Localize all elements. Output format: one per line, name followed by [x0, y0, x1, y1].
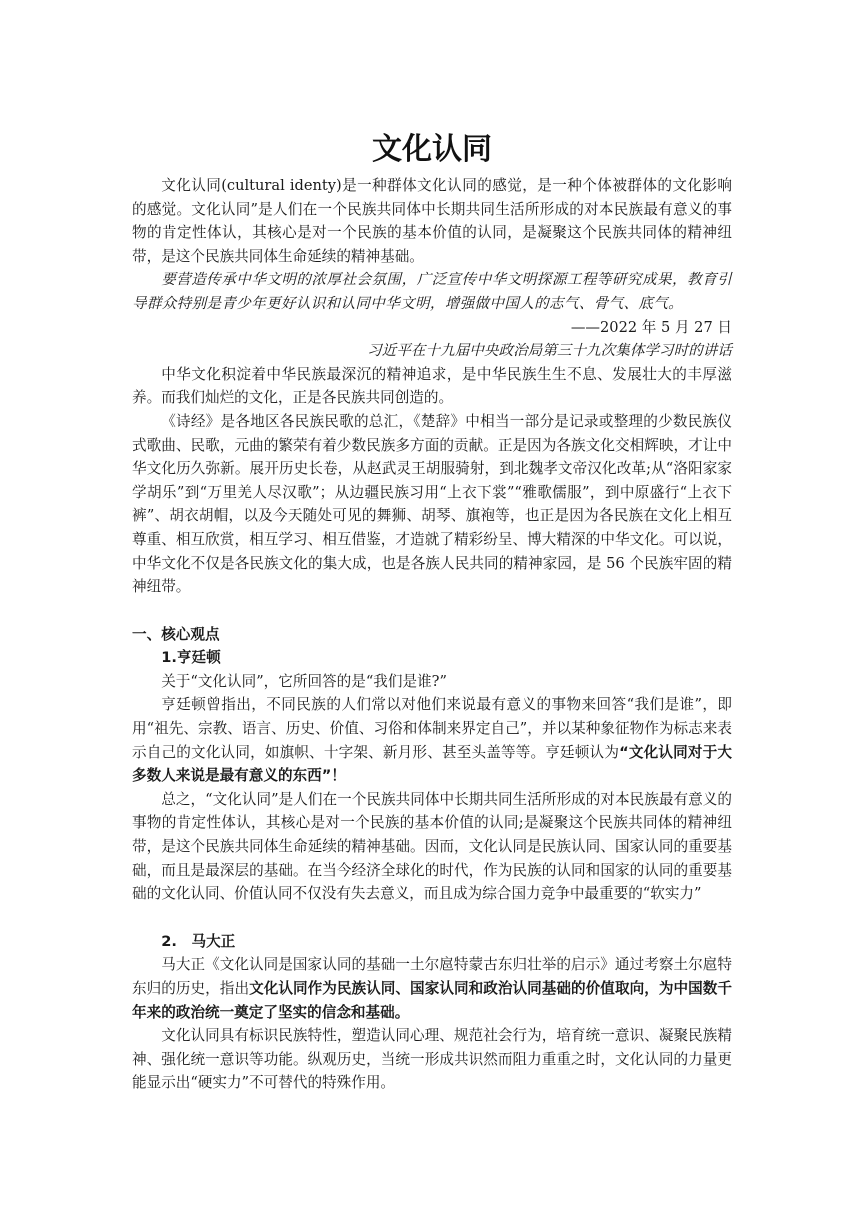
quote-date: ——2022 年 5 月 27 日: [570, 318, 732, 336]
quote-text: 要营造传承中华文明的浓厚社会氛围，广泛宣传中华文明探源工程等研究成果，教育引导群众特别是青少年更好认识和认同中华文明，增强做中国人的志气、骨气、底气。: [132, 271, 732, 312]
subsection-heading-huntington: 1.亨廷顿: [161, 649, 221, 667]
ma-bold-statement: 文化认同作为民族认同、国家认同和政治认同基础的价值取向，为中国数千年来的政治统一奠定了坚实的信念和基础。: [132, 980, 732, 1021]
ma-paragraph-1: [132, 953, 732, 1024]
subsection-heading-ma-dazheng: 2. 马大正: [161, 932, 236, 950]
huntington-paragraph-2: [132, 693, 732, 787]
spacer: [132, 906, 732, 930]
section-heading-core-views: 一、核心观点: [132, 625, 220, 643]
page-title: 文化认同: [372, 132, 492, 167]
huntington-bold-quote: “文化认同对于大多数人来说是最有意义的东西”！: [132, 743, 732, 785]
quote-source: 习近平在十九届中央政治局第三十九次集体学习时的讲话: [367, 342, 732, 360]
ma-paragraph-1-text: 马大正《文化认同是国家认同的基础一土尔扈特蒙古东归壮举的启示》通过考察土尔扈特东归的历史，指出: [132, 956, 732, 997]
ma-paragraph-2: 文化认同具有标识民族特性，塑造认同心理、规范社会行为，培育统一意识、凝聚民族精神、强化统一意识等功能。纵观历史，当统一形成共识然而阻力重重之时，文化认同的力量更能显示出“硬实力”不可替代的特殊作用。: [132, 1027, 732, 1092]
document-page: [132, 128, 732, 1095]
huntington-paragraph-2-text: 亨廷顿曾指出，不同民族的人们常以对他们来说最有意义的事物来回答“我们是谁”，即用“祖先、宗教、语言、历史、价值、习俗和体制来界定自己”，并以某种象征物作为标志来表示自己的文化认同，如旗帜、十字架、新月形、甚至头盖等等。亨廷顿认为: [132, 696, 732, 761]
intro-paragraph-2: 中华文化积淀着中华民族最深沉的精神追求，是中华民族生生不息、发展壮大的丰厚滋养。而我们灿烂的文化，正是各民族共同创造的。: [132, 365, 732, 407]
intro-paragraph-3: 《诗经》是各地区各民族民歌的总汇，《楚辞》中相当一部分是记录或整理的少数民族仪式歌曲、民歌，元曲的繁荣有着少数民族多方面的贡献。正是因为各族文化交相辉映，才让中华文化历久弥新。展开历史长卷，从赵武灵王胡服骑射，到北魏孝文帝汉化改革;从“洛阳家家学胡乐”到“万里羌人尽汉歌”；从边疆民族习用“上衣下裳”“雅歌儒服”，到中原盛行“上衣下裤”、胡衣胡帽，以及今天随处可见的舞狮、胡琴、旗袍等，也正是因为各民族在文化上相互尊重、相互欣赏，相互学习、相互借鉴，才造就了精彩纷呈、博大精深的中华文化。可以说，中华文化不仅是各民族文化的集大成，也是各族人民共同的精神家园，是 56 个民族牢固的精神纽带。: [132, 412, 732, 596]
huntington-paragraph-1: 关于“文化认同”，它所回答的是“我们是谁?”: [161, 672, 447, 690]
huntington-paragraph-3: 总之，“文化认同”是人们在一个民族共同体中长期共同生活所形成的对本民族最有意义的事物的肯定性体认，其核心是对一个民族的基本价值的认同;是凝聚这个民族共同体的精神纽带，是这个民族共同体生命延续的精神基础。因而，文化认同是民族认同、国家认同的重要基础，而且是最深层的基础。在当今经济全球化的时代，作为民族的认同和国家的认同的重要基础的文化认同、价值认同不仅没有失去意义，而且成为综合国力竞争中最重要的“软实力”: [132, 790, 732, 903]
intro-paragraph-1: 文化认同(cultural identy)是一种群体文化认同的感觉，是一种个体被群体的文化影响的感觉。文化认同”是人们在一个民族共同体中长期共同生活所形成的对本民族最有意义的事物的肯定性体认，其核心是对一个民族的基本价值的认同，是凝聚这个民族共同体的精神纽带，是这个民族共同体生命延续的精神基础。: [132, 177, 732, 265]
spacer: [132, 599, 732, 623]
